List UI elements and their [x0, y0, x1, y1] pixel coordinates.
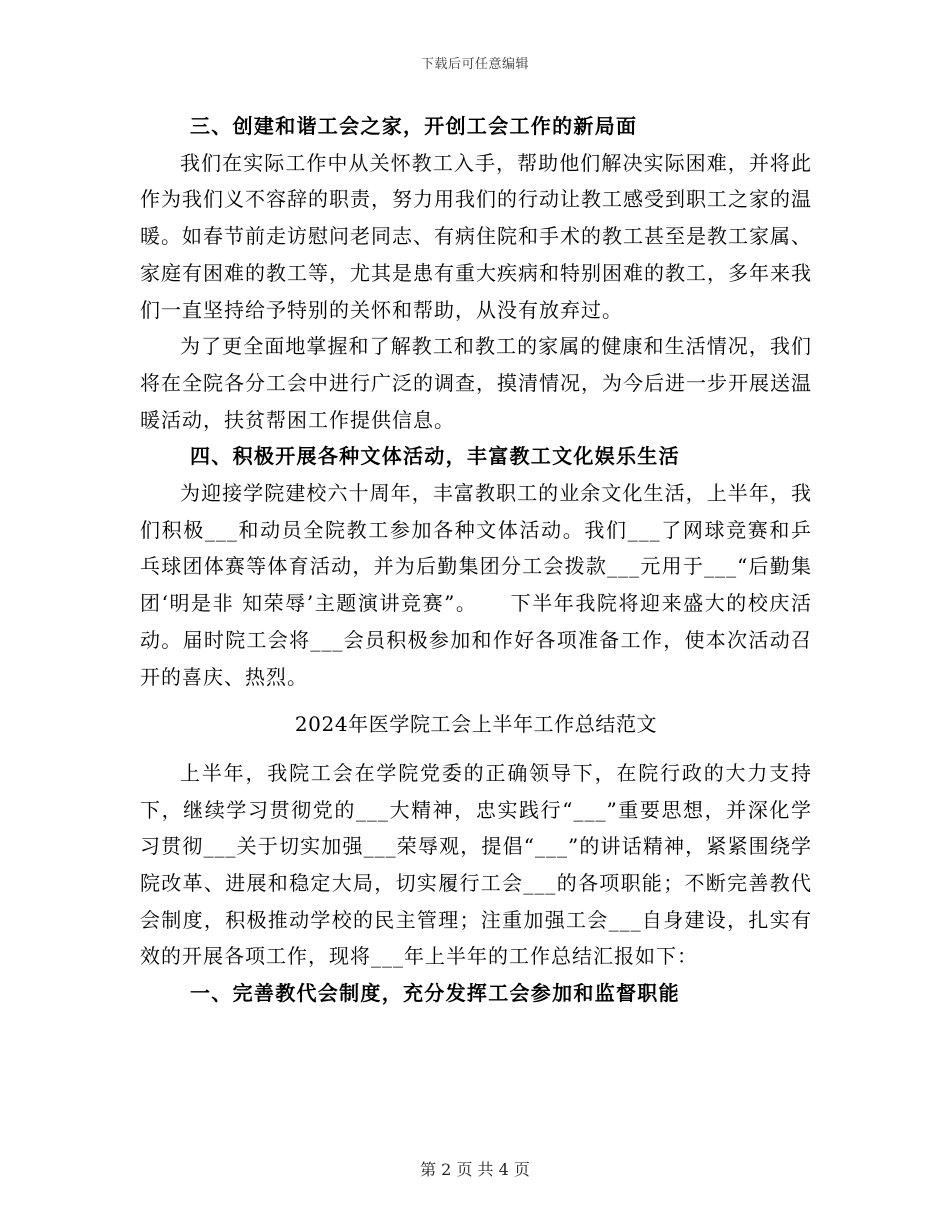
paragraph: 我们在实际工作中从关怀教工入手，帮助他们解决实际困难，并将此作为我们义不容辞的职责，努力用我们的行动让教工感受到职工之家的温暖。如春节前走访慰问老同志、有病住院和手术的教工甚至是教工家属、家庭有困难的教工等，尤其是患有重大疾病和特别困难的教工，多年来我们一直坚持给予特别的关怀和帮助，从没有放弃过。 [140, 150, 812, 322]
page-number: 第 2 页 共 4 页 [420, 1160, 530, 1179]
section-heading-1: 一、完善教代会制度，充分发挥工会参加和监督职能 [190, 981, 680, 1006]
section-heading-4: 四、积极开展各种文体活动，丰富教工文化娱乐生活 [190, 444, 680, 469]
paragraph: 为迎接学院建校六十周年，丰富教职工的业余文化生活，上半年，我们积极___和动员全院教工参加各种文体活动。我们___了网球竞赛和乒乓球团体赛等体育活动，并为后勤集团分工会拨款___元用于___“后勤集团‘明是非 知荣辱’主题演讲竞赛”。 下半年我院将迎来盛大的校庆活动。届时院工会将___会员积极参加和作好各项准备工作，使本次活动召开的喜庆、热烈。 [140, 481, 812, 689]
article-title: 2024年医学院工会上半年工作总结范文 [294, 712, 658, 737]
paragraph: 上半年，我院工会在学院党委的正确领导下，在院行政的大力支持下，继续学习贯彻党的___大精神，忠实践行“___”重要思想，并深化学习贯彻___关于切实加强___荣辱观，提倡“___”的讲话精神，紧紧围绕学院改革、进展和稳定大局，切实履行工会___的各项职能；不断完善教代会制度，积极推动学校的民主管理；注重加强工会___自身建设，扎实有效的开展各项工作，现将___年上半年的工作总结汇报如下： [140, 760, 812, 969]
section-heading-3: 三、创建和谐工会之家，开创工会工作的新局面 [190, 114, 638, 138]
paragraph: 为了更全面地掌握和了解教工和教工的家属的健康和生活情况，我们将在全院各分工会中进行广泛的调查，摸清情况，为今后进一步开展送温暖活动，扶贫帮困工作提供信息。 [140, 334, 812, 432]
document-body [140, 108, 812, 1012]
header-note: 下载后可任意编辑 [420, 57, 529, 72]
